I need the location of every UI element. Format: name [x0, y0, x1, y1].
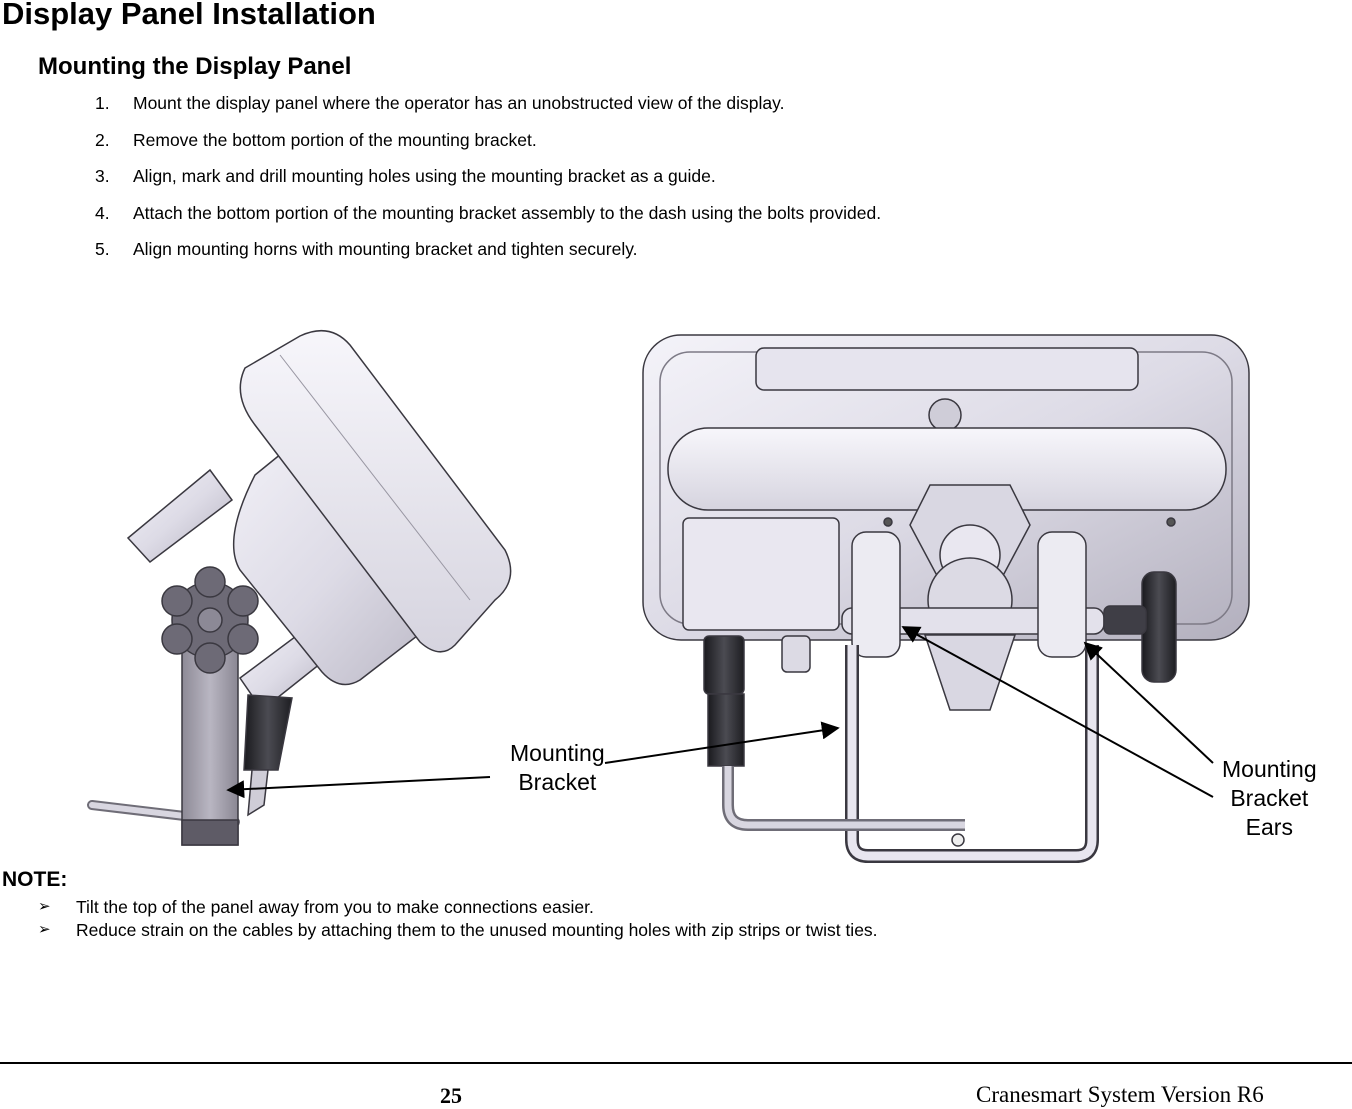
step-number: 4.	[95, 202, 110, 223]
callout-mounting-bracket-ears	[1222, 755, 1317, 842]
section-heading: Mounting the Display Panel	[38, 53, 352, 80]
page-number: 25	[440, 1083, 462, 1108]
callout-line: Mounting	[510, 740, 605, 766]
step-item	[95, 166, 881, 203]
note-label: NOTE:	[2, 868, 68, 891]
footer-divider	[0, 1062, 1352, 1064]
callout-mounting-bracket	[510, 739, 605, 797]
callout-line: Mounting	[1222, 756, 1317, 782]
display-panel-illustration	[0, 300, 1352, 870]
arrowhead-bullet-icon: ➢	[38, 897, 51, 915]
step-number: 5.	[95, 239, 110, 260]
installation-steps	[95, 93, 881, 276]
callout-line: Bracket	[1230, 785, 1309, 811]
callout-line: Ears	[1245, 814, 1293, 840]
note-item	[38, 897, 878, 920]
knob-icon	[162, 567, 258, 673]
arrowhead-bullet-icon: ➢	[38, 920, 51, 938]
note-item	[38, 920, 878, 943]
step-text: Remove the bottom portion of the mounting bracket.	[133, 129, 537, 150]
step-item	[95, 93, 881, 130]
step-text: Attach the bottom portion of the mounting bracket assembly to the dash using the bolts provided.	[133, 202, 882, 223]
page-title: Display Panel Installation	[2, 0, 376, 31]
step-item	[95, 203, 881, 240]
step-item	[95, 239, 881, 276]
step-text: Align mounting horns with mounting bracket and tighten securely.	[133, 239, 638, 260]
step-item	[95, 130, 881, 167]
step-number: 3.	[95, 166, 110, 187]
note-list	[38, 897, 878, 943]
callout-line: Bracket	[518, 769, 597, 795]
installation-figure	[0, 300, 1352, 870]
step-number: 2.	[95, 129, 110, 150]
step-text: Mount the display panel where the operator has an unobstructed view of the display.	[133, 93, 785, 113]
step-text: Align, mark and drill mounting holes using the mounting bracket as a guide.	[133, 166, 716, 187]
side-view-illustration	[92, 331, 511, 845]
note-text: Tilt the top of the panel away from you to make connections easier.	[76, 897, 594, 917]
note-text: Reduce strain on the cables by attaching them to the unused mounting holes with zip strips or twist ties.	[76, 920, 878, 940]
document-name: Cranesmart System Version R6	[976, 1082, 1264, 1107]
rear-view-illustration	[643, 335, 1249, 856]
step-number: 1.	[95, 93, 110, 113]
